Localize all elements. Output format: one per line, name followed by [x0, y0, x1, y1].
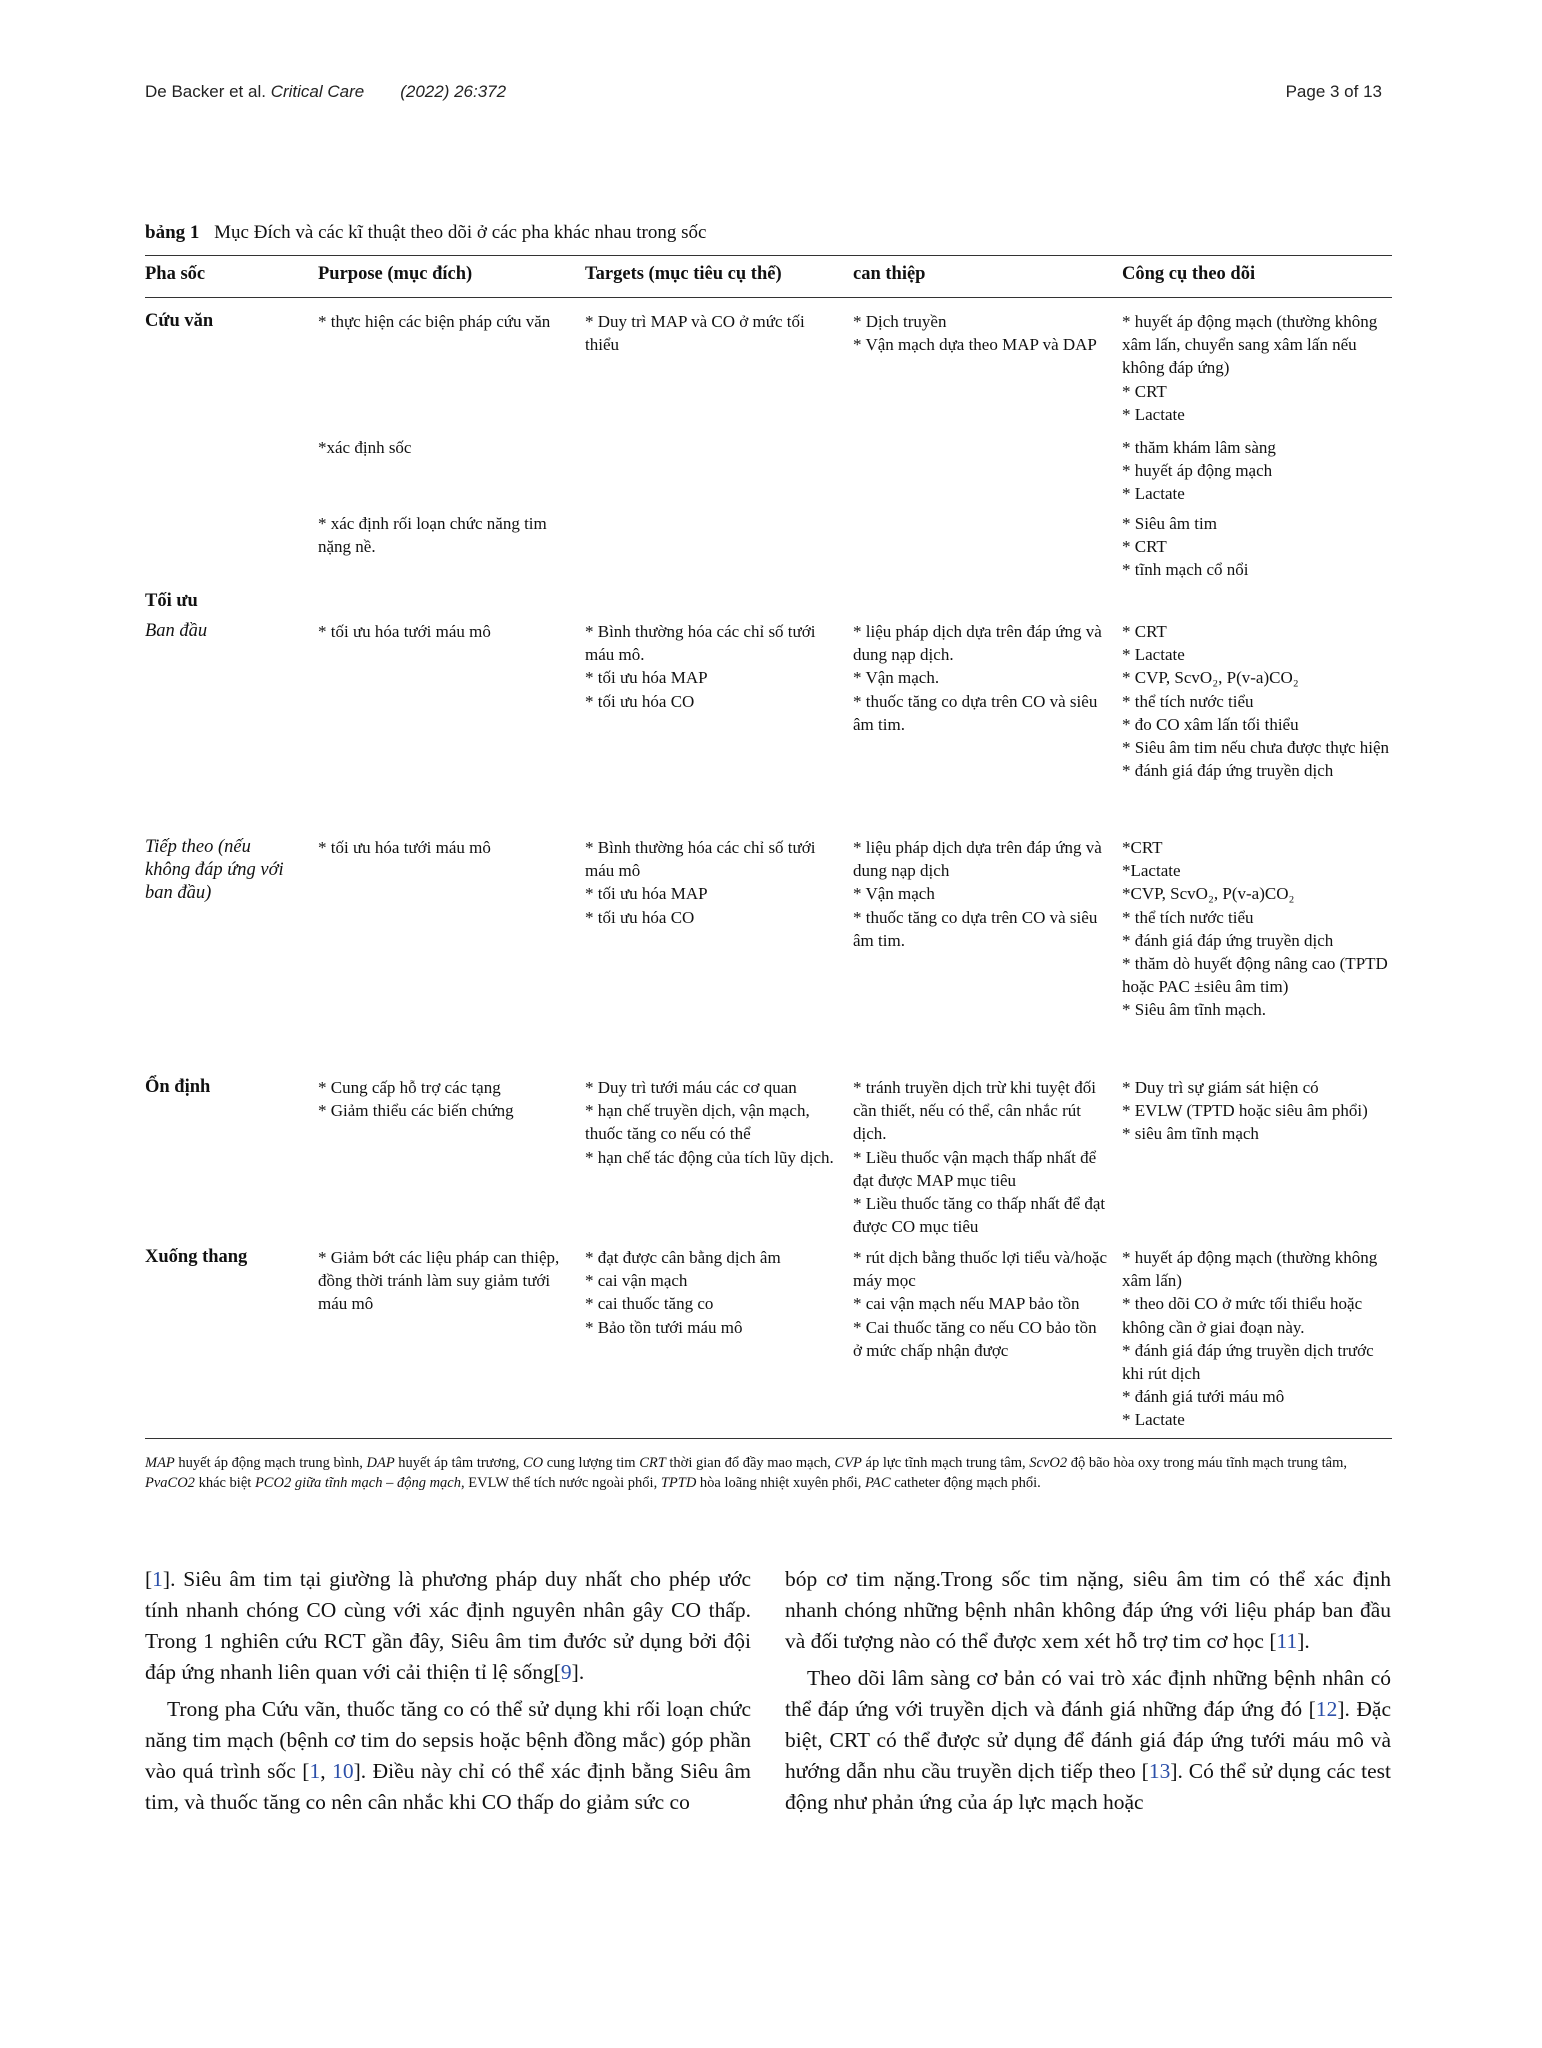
- table-cell-tools: * huyết áp động mạch (thường không xâm lấn, chuyển sang xâm lấn nếu không đáp ứng) * CRT * Lactate: [1122, 312, 1378, 424]
- table-header-rule: [145, 297, 1392, 298]
- table-cell-interventions: * liệu pháp dịch dựa trên đáp ứng và dung nạp dịch * Vận mạch * thuốc tăng co dựa trên CO và siêu âm tim.: [853, 838, 1102, 950]
- citation-link[interactable]: 13: [1148, 1759, 1171, 1783]
- paragraph-text: ]. Đặc biệt, CRT có thể được sử dụng để đánh giá đáp ứng tưới máu mô và hướng dẫn nhu cầu truyền dịch tiếp theo [: [785, 1697, 1391, 1783]
- citation-link[interactable]: 1: [152, 1567, 163, 1591]
- running-header: [145, 82, 506, 102]
- table-cell-phase: Tiếp theo (nếu không đáp ứng với ban đầu): [145, 837, 284, 903]
- table-cell-targets: * Bình thường hóa các chỉ số tưới máu mô. * tối ưu hóa MAP * tối ưu hóa CO: [585, 622, 816, 711]
- table-header-purpose: Purpose (mục đích): [318, 264, 473, 284]
- table-cell-tools: * huyết áp động mạch (thường không xâm lấn) * theo dõi CO ở mức tối thiểu hoặc không cần ở giai đoạn này. * đánh giá đáp ứng truyền dịch trước khi rút dịch * đánh giá tưới máu mô * Lactate: [1122, 1248, 1378, 1430]
- paragraph-text: bóp cơ tim nặng.Trong sốc tim nặng, siêu âm tim có thể xác định nhanh chóng những bệnh nhân không đáp ứng với liệu pháp ban đầu và đối tượng nào có thể được xem xét hỗ trợ tim cơ học [: [785, 1567, 1391, 1653]
- citation-link[interactable]: 12: [1315, 1697, 1338, 1721]
- paragraph-text: [: [145, 1567, 153, 1591]
- table-cell-purpose: * tối ưu hóa tưới máu mô: [318, 838, 491, 857]
- table-top-rule: [145, 255, 1392, 256]
- table-cell-tools: * Duy trì sự giám sát hiện có * EVLW (TPTD hoặc siêu âm phổi) * siêu âm tĩnh mạch: [1122, 1078, 1368, 1144]
- table-cell-interventions: * tránh truyền dịch trừ khi tuyệt đối cần thiết, nếu có thể, cân nhắc rút dịch. * Liều thuốc vận mạch thấp nhất để đạt được MAP mục tiêu * Liều thuốc tăng co thấp nhất để đạt được CO mục tiêu: [853, 1078, 1106, 1237]
- header-journal: Critical Care: [270, 82, 365, 101]
- paragraph-text: Theo dõi lâm sàng cơ bản có vai trò xác định những bệnh nhân có thể đáp ứng với truyền dịch và đánh giá những đáp ứng đó [: [785, 1666, 1391, 1721]
- body-column-left: [145, 1564, 751, 1824]
- table-title: Mục Đích và các kĩ thuật theo dõi ở các pha khác nhau trong sốc: [214, 222, 707, 243]
- body-paragraph: [785, 1663, 1391, 1818]
- header-citation: (2022) 26:372: [400, 82, 507, 101]
- table-cell-purpose: * thực hiện các biện pháp cứu văn: [318, 312, 551, 331]
- table-cell-interventions: * Dịch truyền * Vận mạch dựa theo MAP và DAP: [853, 312, 1097, 355]
- table-cell-phase: Cứu văn: [145, 311, 214, 331]
- header-authors: De Backer et al.: [145, 82, 266, 101]
- table-cell-purpose: * Giảm bớt các liệu pháp can thiệp, đồng thời tránh làm suy giảm tưới máu mô: [318, 1248, 560, 1314]
- citation-link[interactable]: 10: [332, 1759, 354, 1783]
- paragraph-text: ]. Điều này chỉ có thể xác định bằng Siêu âm tim, và thuốc tăng co nên cân nhắc khi CO thấp do giảm sức co: [145, 1759, 752, 1814]
- paragraph-text: ,: [320, 1759, 333, 1783]
- table-header-phase: Pha sốc: [145, 264, 206, 284]
- page-number: Page 3 of 13: [1285, 82, 1382, 101]
- table-bottom-rule: [145, 1438, 1392, 1439]
- table-header-interventions: can thiệp: [853, 264, 926, 284]
- table-cell-purpose: * Cung cấp hỗ trợ các tạng * Giảm thiểu các biến chứng: [318, 1078, 514, 1121]
- paragraph-text: ].: [571, 1660, 585, 1684]
- paragraph-text: Trong pha Cứu vãn, thuốc tăng co có thể sử dụng khi rối loạn chức năng tim mạch (bệnh cơ tim do sepsis hoặc bệnh đồng mắc) góp phần vào quá trình sốc [: [145, 1697, 751, 1783]
- body-paragraph: [785, 1564, 1391, 1657]
- table-cell-targets: * Duy trì MAP và CO ở mức tối thiểu: [585, 312, 805, 355]
- table-cell-phase: Ổn định: [145, 1077, 211, 1097]
- table-cell-tools: * thăm khám lâm sàng * huyết áp động mạch * Lactate: [1122, 438, 1276, 504]
- table-header-tools: Công cụ theo dõi: [1122, 264, 1256, 284]
- paragraph-text: ].: [1297, 1629, 1310, 1653]
- table-cell-phase: Tối ưu: [145, 591, 198, 611]
- citation-link[interactable]: 1: [309, 1759, 321, 1783]
- table-header-targets: Targets (mục tiêu cụ thể): [585, 264, 782, 284]
- table-cell-purpose: * xác định rối loạn chức năng tim nặng nề.: [318, 514, 547, 557]
- body-column-right: [785, 1564, 1391, 1824]
- table-cell-tools: *CRT *Lactate *CVP, ScvO₂, P(v-a)CO₂ * thể tích nước tiểu * đánh giá đáp ứng truyền dịch * thăm dò huyết động nâng cao (TPTD hoặc PAC ±siêu âm tim) * Siêu âm tĩnh mạch.: [1122, 838, 1388, 1020]
- table-caption: [145, 222, 706, 244]
- table-cell-purpose: *xác định sốc: [318, 438, 412, 457]
- table-label: bảng 1: [145, 222, 200, 243]
- table-cell-targets: * Bình thường hóa các chỉ số tưới máu mô * tối ưu hóa MAP * tối ưu hóa CO: [585, 838, 816, 927]
- table-footnote: MAP huyết áp động mạch trung bình, DAP huyết áp tâm trương, CO cung lượng tim CRT thời gian đổ đầy mao mạch, CVP áp lực tĩnh mạch trung tâm, ScvO2 độ bão hòa oxy trong máu tĩnh mạch trung tâm, PvaCO2 khác biệt PCO2 giữa tĩnh mạch – động mạch, EVLW thể tích nước ngoài phổi, TPTD hòa loãng nhiệt xuyên phổi, PAC catheter động mạch phổi.: [145, 1455, 1347, 1491]
- table-cell-targets: * đạt được cân bằng dịch âm * cai vận mạch * cai thuốc tăng co * Bảo tồn tưới máu mô: [585, 1248, 781, 1337]
- citation-link[interactable]: 11: [1276, 1629, 1298, 1653]
- table-cell-interventions: * liệu pháp dịch dựa trên đáp ứng và dung nạp dịch. * Vận mạch. * thuốc tăng co dựa trên CO và siêu âm tim.: [853, 622, 1102, 734]
- table-cell-targets: * Duy trì tưới máu các cơ quan * hạn chế truyền dịch, vận mạch, thuốc tăng co nếu có thể * hạn chế tác động của tích lũy dịch.: [585, 1078, 834, 1167]
- body-paragraph: [145, 1694, 751, 1818]
- table-cell-tools: * Siêu âm tim * CRT * tĩnh mạch cổ nổi: [1122, 514, 1249, 580]
- table-cell-tools: * CRT * Lactate * CVP, ScvO₂, P(v-a)CO₂ * thể tích nước tiểu * đo CO xâm lấn tối thiểu * Siêu âm tim nếu chưa được thực hiện * đánh giá đáp ứng truyền dịch: [1122, 622, 1390, 781]
- citation-link[interactable]: 9: [560, 1660, 572, 1684]
- table-cell-phase: Ban đầu: [145, 621, 208, 641]
- table-cell-purpose: * tối ưu hóa tưới máu mô: [318, 622, 491, 641]
- paragraph-text: ]. Siêu âm tim tại giường là phương pháp duy nhất cho phép ước tính nhanh chóng CO cùng với xác định nguyên nhân gây CO thấp. Trong 1 nghiên cứu RCT gần đây, Siêu âm tim đước sử dụng bởi đội đáp ứng nhanh liên quan với cải thiện tỉ lệ sống[: [145, 1567, 751, 1684]
- table-cell-phase: Xuống thang: [145, 1247, 248, 1267]
- paragraph-text: ]. Có thể sử dụng các test động như phản ứng của áp lực mạch hoặc: [785, 1759, 1391, 1814]
- table-cell-interventions: * rút dịch bằng thuốc lợi tiểu và/hoặc máy mọc * cai vận mạch nếu MAP bảo tồn * Cai thuốc tăng co nếu CO bảo tồn ở mức chấp nhận được: [853, 1248, 1108, 1360]
- body-paragraph: [145, 1564, 751, 1688]
